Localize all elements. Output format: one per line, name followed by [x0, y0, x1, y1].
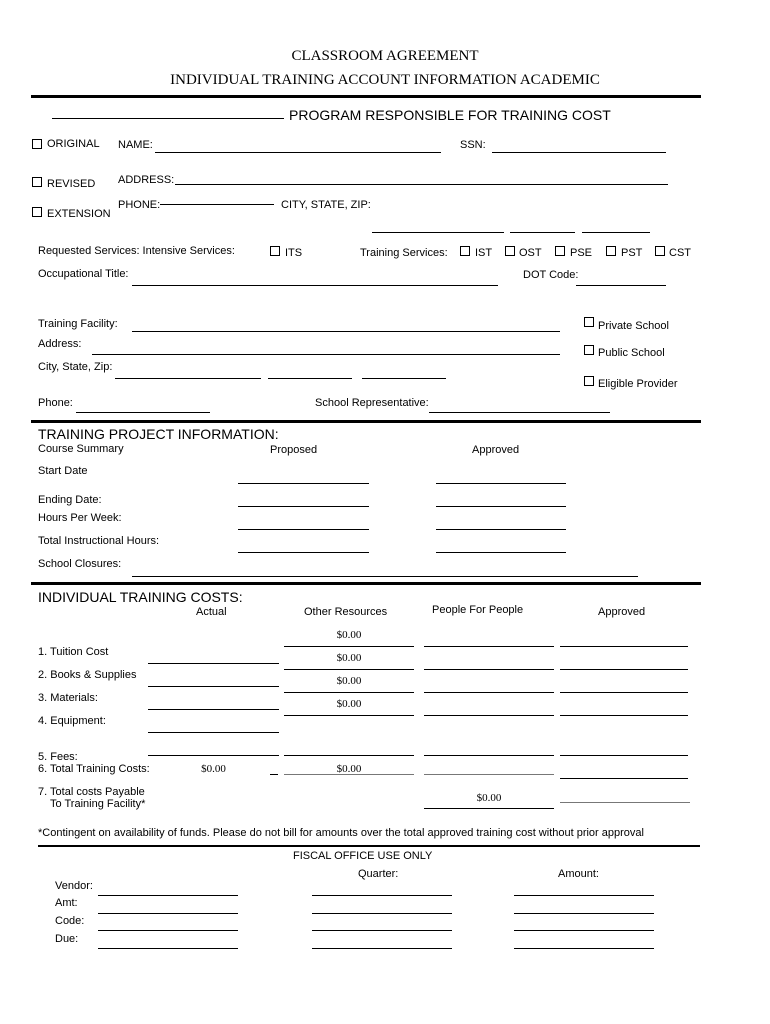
facility-address-field[interactable]: [92, 354, 560, 355]
divider: [38, 845, 700, 847]
proposed-header: Proposed: [270, 444, 318, 456]
costs-heading: INDIVIDUAL TRAINING COSTS:: [38, 589, 243, 605]
course-summary-label: Course Summary: [38, 443, 124, 455]
address-label: ADDRESS:: [118, 174, 175, 186]
amount-label: Amount:: [558, 868, 599, 880]
actual-equipment-field[interactable]: [148, 732, 279, 733]
actual-materials-field[interactable]: [148, 709, 279, 710]
facility-address-label: Address:: [38, 338, 82, 350]
address-field[interactable]: [175, 184, 668, 185]
requested-services-label: Requested Services: Intensive Services:: [38, 245, 235, 257]
fees-label: 5. Fees:: [38, 751, 78, 763]
ending-date-approved[interactable]: [436, 506, 566, 507]
public-school-label: Public School: [598, 347, 665, 359]
vendor-field-1[interactable]: [98, 895, 238, 896]
amt-field-1[interactable]: [98, 913, 238, 914]
school-rep-label: School Representative:: [315, 397, 429, 409]
start-date-approved[interactable]: [436, 483, 566, 484]
actual-fees-field[interactable]: [148, 755, 279, 756]
actual-total-value[interactable]: $0.00: [201, 763, 226, 775]
code-field-3[interactable]: [514, 930, 654, 931]
original-label: ORIGINAL: [47, 138, 100, 150]
original-checkbox[interactable]: [32, 139, 42, 149]
private-school-label: Private School: [598, 320, 669, 332]
extension-checkbox[interactable]: [32, 207, 42, 217]
approved-header: Approved: [472, 444, 520, 456]
approved-total-field[interactable]: [560, 778, 688, 779]
pst-label: PST: [621, 247, 643, 259]
start-date-label: Start Date: [38, 465, 88, 477]
program-label: PROGRAM RESPONSIBLE FOR TRAINING COST: [289, 107, 611, 123]
state-field[interactable]: [510, 232, 575, 233]
school-closures-field[interactable]: [132, 576, 638, 577]
actual-books-field[interactable]: [148, 686, 279, 687]
name-label: NAME:: [118, 139, 153, 151]
contingent-note: *Contingent on availability of funds. Please do not bill for amounts over the total approved training cost without prior approval: [38, 827, 644, 839]
ost-checkbox[interactable]: [505, 246, 515, 256]
form-title: CLASSROOM AGREEMENT: [291, 48, 479, 64]
training-services-label: Training Services:: [360, 247, 448, 259]
due-label: Due:: [55, 933, 79, 945]
facility-city-label: City, State, Zip:: [38, 361, 113, 373]
materials-label: 3. Materials:: [38, 692, 98, 704]
approved-materials-field[interactable]: [560, 692, 688, 693]
tuition-label: 1. Tuition Cost: [38, 646, 109, 658]
training-facility-field[interactable]: [132, 331, 560, 332]
due-field-2[interactable]: [312, 948, 452, 949]
phone-label: PHONE:: [118, 199, 161, 211]
dot-code-field[interactable]: [576, 285, 666, 286]
occupational-title-label: Occupational Title:: [38, 268, 129, 280]
total-hours-proposed[interactable]: [238, 552, 369, 553]
pfp-fees-field[interactable]: [424, 755, 554, 756]
payable-label-1: 7. Total costs Payable: [38, 786, 145, 798]
amt-field-3[interactable]: [514, 913, 654, 914]
ist-label: IST: [475, 247, 493, 259]
other-total-field[interactable]: [284, 774, 414, 775]
start-date-proposed[interactable]: [238, 483, 369, 484]
vendor-field-3[interactable]: [514, 895, 654, 896]
payable-field[interactable]: [424, 808, 554, 809]
facility-phone-label: Phone:: [38, 397, 73, 409]
facility-zip-field[interactable]: [362, 378, 446, 379]
code-field-2[interactable]: [312, 930, 452, 931]
cst-checkbox[interactable]: [655, 246, 665, 256]
hours-per-week-label: Hours Per Week:: [38, 512, 122, 524]
public-school-checkbox[interactable]: [584, 345, 594, 355]
eligible-provider-checkbox[interactable]: [584, 376, 594, 386]
people-for-people-header: People For People: [432, 604, 524, 616]
total-separator: [270, 774, 278, 775]
ssn-field[interactable]: [492, 152, 666, 153]
actual-tuition-field[interactable]: [148, 663, 279, 664]
other-equipment-value[interactable]: $0.00: [336, 698, 362, 710]
ist-checkbox[interactable]: [460, 246, 470, 256]
zip-field[interactable]: [582, 232, 650, 233]
payable-value[interactable]: $0.00: [476, 792, 502, 804]
pfp-tuition-field[interactable]: [424, 646, 554, 647]
pst-checkbox[interactable]: [606, 246, 616, 256]
occupational-title-field[interactable]: [132, 285, 498, 286]
books-label: 2. Books & Supplies: [38, 669, 137, 681]
approved-fees-field[interactable]: [560, 755, 688, 756]
payable-approved-field[interactable]: [560, 802, 690, 803]
approved-equipment-field[interactable]: [560, 715, 688, 716]
hours-approved[interactable]: [436, 529, 566, 530]
phone-field[interactable]: [160, 204, 274, 205]
cst-label: CST: [669, 247, 691, 259]
pfp-total-field[interactable]: [424, 774, 554, 775]
total-costs-label: 6. Total Training Costs:: [38, 763, 150, 775]
approved-books-field[interactable]: [560, 669, 688, 670]
other-resources-header: Other Resources: [304, 606, 388, 618]
due-field-1[interactable]: [98, 948, 238, 949]
its-checkbox[interactable]: [270, 246, 280, 256]
other-books-field[interactable]: [284, 669, 414, 670]
school-rep-field[interactable]: [429, 412, 610, 413]
pse-label: PSE: [570, 247, 593, 259]
other-tuition-field[interactable]: [284, 646, 414, 647]
due-field-3[interactable]: [514, 948, 654, 949]
facility-state-field[interactable]: [268, 378, 352, 379]
city-field[interactable]: [372, 232, 504, 233]
facility-phone-field[interactable]: [76, 412, 210, 413]
revised-label: REVISED: [47, 178, 96, 190]
other-total-value[interactable]: $0.00: [336, 763, 362, 775]
vendor-label: Vendor:: [55, 880, 93, 892]
amt-label: Amt:: [55, 897, 78, 909]
ending-date-proposed[interactable]: [238, 506, 369, 507]
code-field-1[interactable]: [98, 930, 238, 931]
school-closures-label: School Closures:: [38, 558, 122, 570]
ssn-label: SSN:: [460, 139, 486, 151]
program-field[interactable]: [52, 118, 284, 119]
approved-tuition-field[interactable]: [560, 646, 688, 647]
divider: [31, 582, 701, 585]
other-materials-value[interactable]: $0.00: [336, 675, 362, 687]
pfp-books-field[interactable]: [424, 669, 554, 670]
revised-checkbox[interactable]: [32, 177, 42, 187]
ending-date-label: Ending Date:: [38, 494, 102, 506]
name-field[interactable]: [155, 152, 441, 153]
other-equipment-field[interactable]: [284, 715, 414, 716]
divider: [31, 420, 701, 423]
pfp-equipment-field[interactable]: [424, 715, 554, 716]
pse-checkbox[interactable]: [555, 246, 565, 256]
facility-city-field[interactable]: [115, 378, 261, 379]
vendor-field-2[interactable]: [312, 895, 452, 896]
code-label: Code:: [55, 915, 85, 927]
eligible-provider-label: Eligible Provider: [598, 378, 678, 390]
other-books-value[interactable]: $0.00: [336, 652, 362, 664]
form-subtitle: INDIVIDUAL TRAINING ACCOUNT INFORMATION ACADEMIC: [170, 72, 600, 88]
payable-label-2: To Training Facility*: [50, 798, 146, 810]
other-fees-field[interactable]: [284, 755, 414, 756]
hours-proposed[interactable]: [238, 529, 369, 530]
project-heading: TRAINING PROJECT INFORMATION:: [38, 426, 279, 442]
pfp-materials-field[interactable]: [424, 692, 554, 693]
total-hours-label: Total Instructional Hours:: [38, 535, 160, 547]
dot-code-label: DOT Code:: [523, 269, 579, 281]
city-label: CITY, STATE, ZIP:: [281, 199, 371, 211]
other-materials-field[interactable]: [284, 692, 414, 693]
total-hours-approved[interactable]: [436, 552, 566, 553]
equipment-label: 4. Equipment:: [38, 715, 106, 727]
its-label: ITS: [285, 247, 303, 259]
fiscal-heading: FISCAL OFFICE USE ONLY: [293, 850, 433, 862]
amt-field-2[interactable]: [312, 913, 452, 914]
other-tuition-value[interactable]: $0.00: [336, 629, 362, 641]
training-facility-label: Training Facility:: [38, 318, 118, 330]
actual-header: Actual: [196, 606, 227, 618]
extension-label: EXTENSION: [47, 208, 111, 220]
quarter-label: Quarter:: [358, 868, 399, 880]
divider: [31, 95, 701, 98]
costs-approved-header: Approved: [598, 606, 646, 618]
private-school-checkbox[interactable]: [584, 317, 594, 327]
ost-label: OST: [519, 247, 542, 259]
